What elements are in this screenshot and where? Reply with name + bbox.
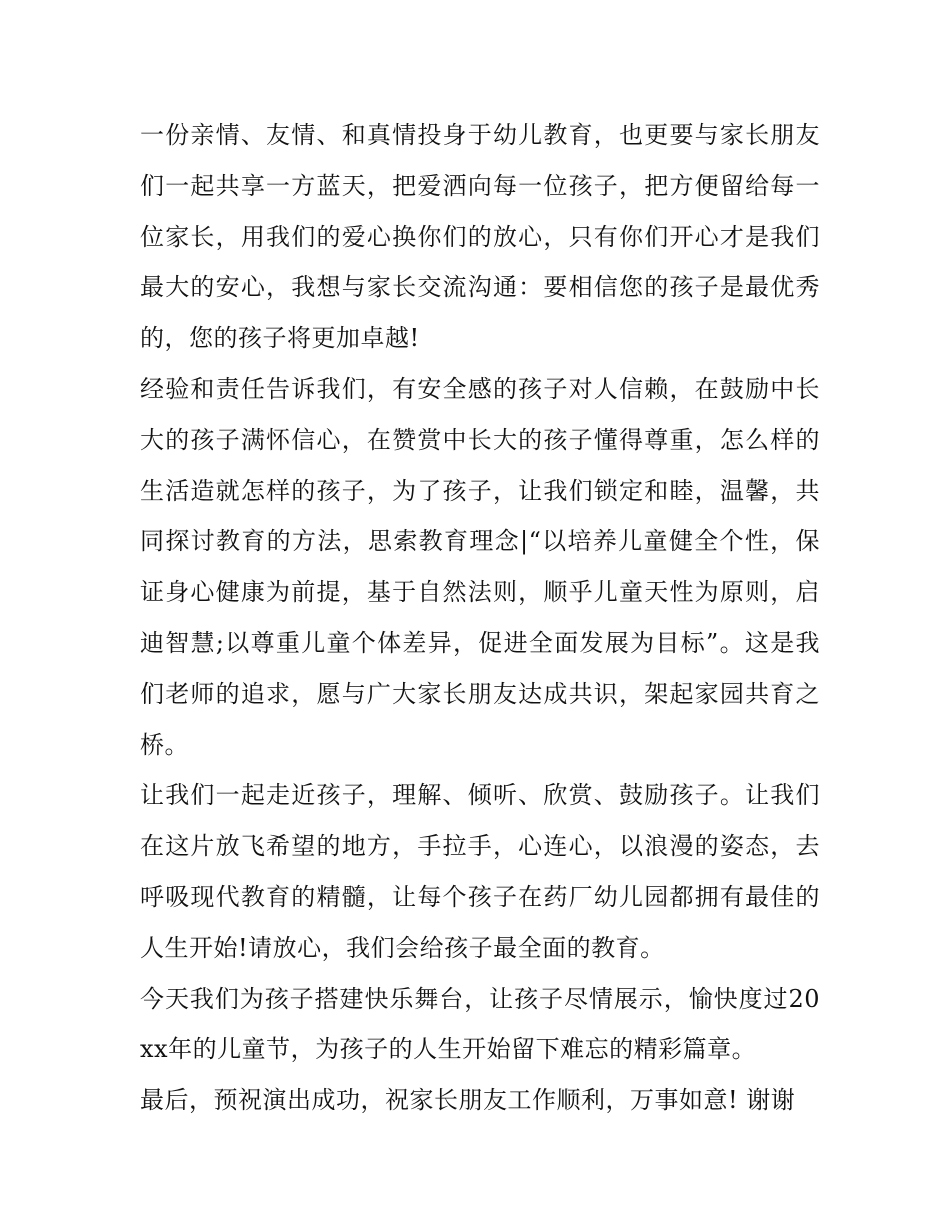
paragraph-5: 最后，预祝演出成功，祝家长朋友工作顺利，万事如意! 谢谢 xyxy=(140,1086,796,1115)
paragraph-3: 让我们一起走近孩子，理解、倾听、欣赏、鼓励孩子。让我们在这片放飞希望的地方，手拉手，心连心，以浪漫的姿态，去呼吸现代教育的精髓，让每个孩子在药厂幼儿园都拥有最佳的人生开始!请放心，我们会给孩子最全面的教育。 xyxy=(140,781,820,962)
paragraph-1: 一份亲情、友情、和真情投身于幼儿教育，也更要与家长朋友们一起共享一方蓝天，把爱洒向每一位孩子，把方便留给每一位家长，用我们的爱心换你们的放心，只有你们开心才是我们最大的安心，我想与家长交流沟通：要相信您的孩子是最优秀的，您的孩子将更加卓越! xyxy=(140,121,820,353)
paragraph-4: 今天我们为孩子搭建快乐舞台，让孩子尽情展示，愉快度过20xx年的儿童节，为孩子的人生开始留下难忘的精彩篇章。 xyxy=(140,984,820,1064)
paragraph-2: 经验和责任告诉我们，有安全感的孩子对人信赖，在鼓励中长大的孩子满怀信心，在赞赏中长大的孩子懂得尊重，怎么样的生活造就怎样的孩子，为了孩子，让我们锁定和睦，温馨，共同探讨教育的方法，思索教育理念|“以培养儿童健全个性，保证身心健康为前提，基于自然法则，顺乎儿童天性为原则，启迪智慧;以尊重儿童个体差异，促进全面发展为目标”。这是我们老师的追求，愿与广大家长朋友达成共识，架起家园共育之桥。 xyxy=(140,374,820,759)
document-body xyxy=(140,110,820,1126)
